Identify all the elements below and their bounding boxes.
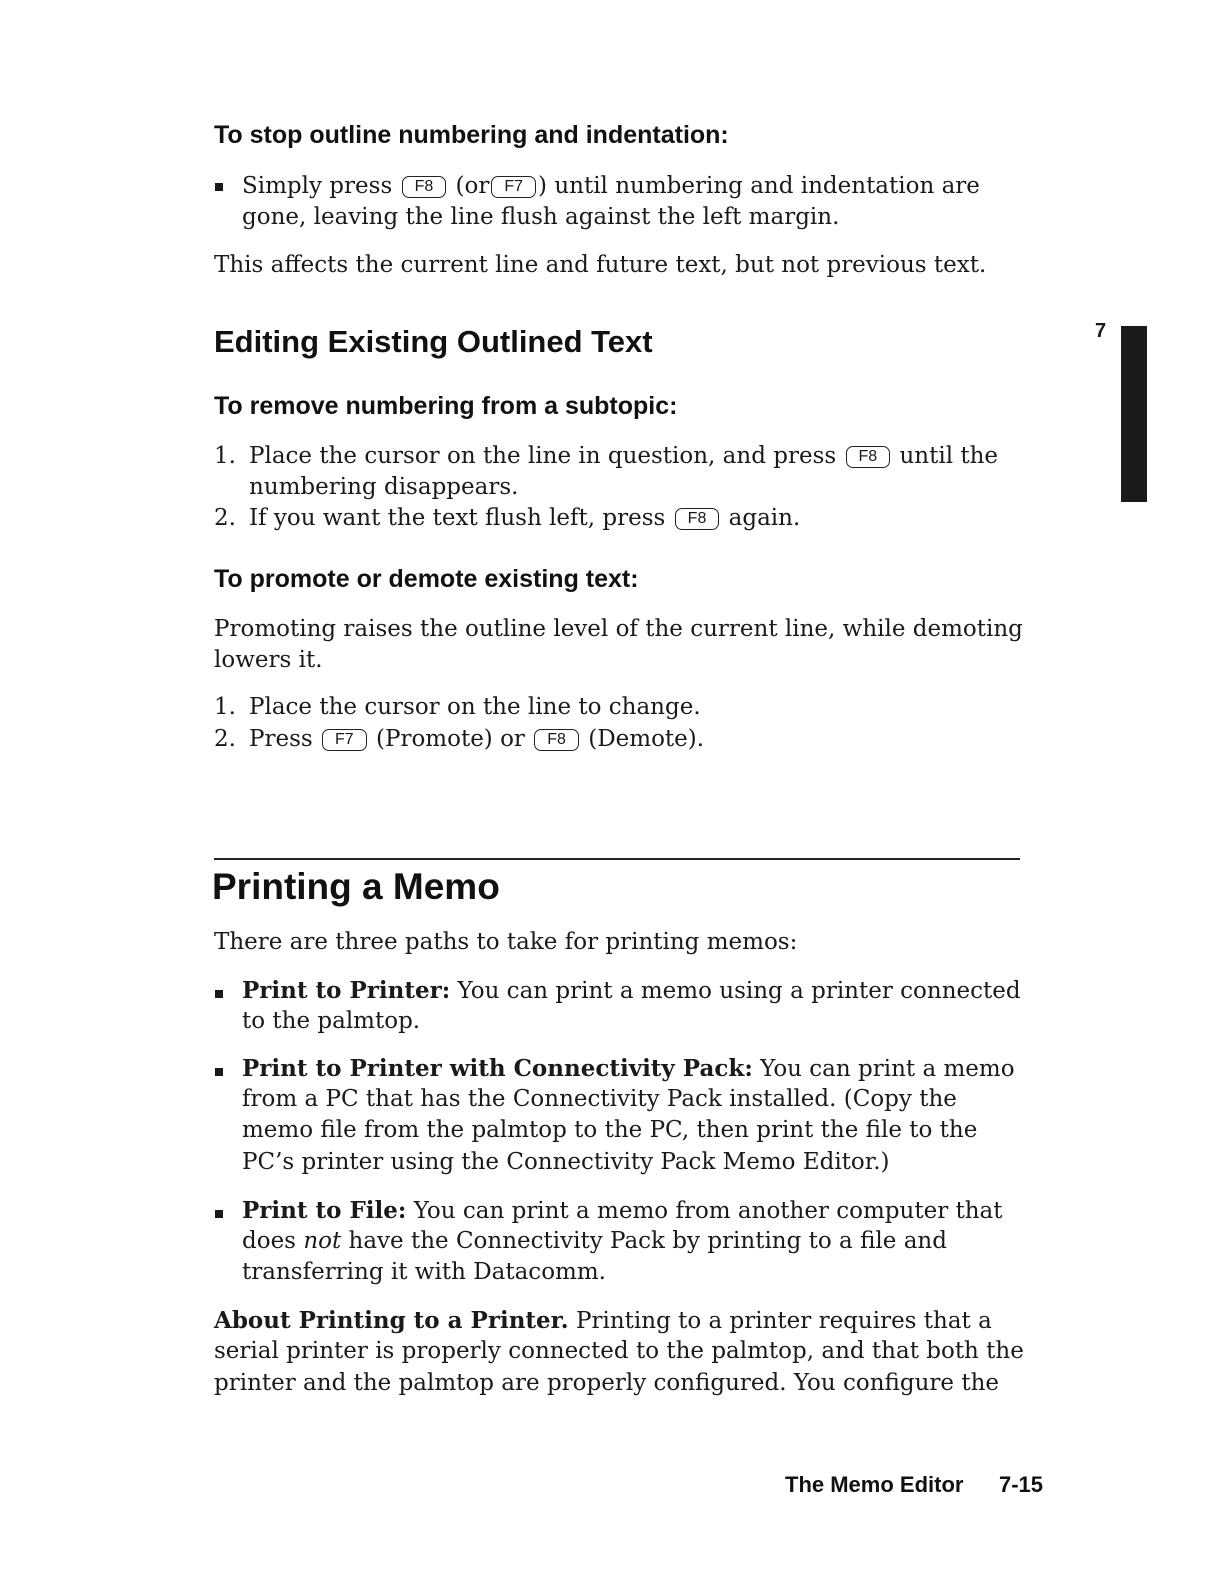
print-file-line2-post: have the Connectivity Pack by printing to a file and <box>348 1228 947 1254</box>
promote-step2-post: (Demote). <box>588 726 705 752</box>
promote-para-line2: lowers it. <box>214 647 323 673</box>
remove-step1-number: 1. <box>214 443 236 469</box>
printing-heading: Printing a Memo <box>212 866 500 907</box>
printing-intro: There are three paths to take for printing memos: <box>214 929 798 955</box>
remove-numbering-heading: To remove numbering from a subtopic: <box>214 392 678 420</box>
stop-note: This affects the current line and future text, but not previous text. <box>214 252 987 278</box>
stop-bullet-line1 <box>242 171 980 202</box>
remove-step2-number: 2. <box>214 505 236 531</box>
about-printing-line1 <box>214 1305 992 1337</box>
footer-title: The Memo Editor <box>785 1472 964 1497</box>
promote-step2-mid: (Promote) or <box>376 726 525 752</box>
remove-step2-line <box>249 503 800 534</box>
chapter-tab-bar <box>1121 326 1147 502</box>
f7-key: F7 <box>491 176 536 198</box>
remove-step1-post: until the <box>899 443 999 469</box>
stop-bullet-line2: gone, leaving the line flush against the left margin. <box>242 204 840 230</box>
print-file-emphasis: not <box>303 1228 342 1254</box>
print-connectivity-line1 <box>242 1053 1015 1085</box>
f8-key: F8 <box>846 446 891 468</box>
print-printer-line2: to the palmtop. <box>242 1008 421 1034</box>
bullet-marker <box>215 183 223 191</box>
print-connectivity-term: Print to Printer with Connectivity Pack: <box>242 1055 753 1082</box>
promote-step2-line <box>249 724 704 755</box>
remove-step1-line2: numbering disappears. <box>249 474 519 500</box>
promote-step2-text: Press <box>249 726 313 752</box>
print-connectivity-line2: from a PC that has the Connectivity Pack installed. (Copy the <box>242 1086 957 1112</box>
stop-bullet-or: (or <box>455 173 490 199</box>
about-printing-text: Printing to a printer requires that a <box>576 1308 992 1334</box>
editing-heading: Editing Existing Outlined Text <box>214 324 653 359</box>
remove-step1-line1 <box>249 441 998 472</box>
bullet-marker <box>215 1210 223 1218</box>
promote-step1: Place the cursor on the line to change. <box>249 694 701 720</box>
print-connectivity-line3: memo file from the palmtop to the PC, then print the file to the <box>242 1117 978 1143</box>
promote-para-line1: Promoting raises the outline level of the current line, while demoting <box>214 616 1023 642</box>
print-file-term: Print to File: <box>242 1197 407 1224</box>
print-file-line3: transferring it with Datacomm. <box>242 1259 606 1285</box>
f8-key: F8 <box>402 176 447 198</box>
f8-key: F8 <box>534 729 579 751</box>
print-printer-term: Print to Printer: <box>242 977 451 1004</box>
about-printing-line2: serial printer is properly connected to the palmtop, and that both the <box>214 1338 1024 1364</box>
stop-bullet-post: ) until numbering and indentation are <box>538 173 980 199</box>
bullet-marker <box>215 990 223 998</box>
bullet-marker <box>215 1068 223 1076</box>
print-file-line2-pre: does <box>242 1228 296 1254</box>
print-printer-line1 <box>242 975 1021 1007</box>
print-connectivity-text: You can print a memo <box>760 1056 1015 1082</box>
remove-step2-text: If you want the text flush left, press <box>249 505 666 531</box>
about-printing-line3: printer and the palmtop are properly configured. You configure the <box>214 1370 1000 1396</box>
stop-bullet-text: Simply press <box>242 173 393 199</box>
promote-step1-number: 1. <box>214 694 236 720</box>
stop-numbering-heading: To stop outline numbering and indentation: <box>214 121 729 149</box>
print-connectivity-line4: PC’s printer using the Connectivity Pack Memo Editor.) <box>242 1149 890 1175</box>
print-file-line1 <box>242 1195 1003 1227</box>
print-file-line2 <box>242 1226 947 1257</box>
remove-step2-post: again. <box>728 505 801 531</box>
chapter-number: 7 <box>1095 320 1107 342</box>
print-printer-text: You can print a memo using a printer connected <box>457 978 1021 1004</box>
print-file-text: You can print a memo from another computer that <box>413 1198 1003 1224</box>
section-divider <box>214 858 1020 860</box>
remove-step1-text: Place the cursor on the line in question, and press <box>249 443 837 469</box>
page-number: 7-15 <box>999 1472 1044 1497</box>
promote-heading: To promote or demote existing text: <box>214 565 639 593</box>
promote-step2-number: 2. <box>214 726 236 752</box>
f8-key: F8 <box>675 508 720 530</box>
about-printing-term: About Printing to a Printer. <box>214 1307 569 1334</box>
f7-key: F7 <box>322 729 367 751</box>
